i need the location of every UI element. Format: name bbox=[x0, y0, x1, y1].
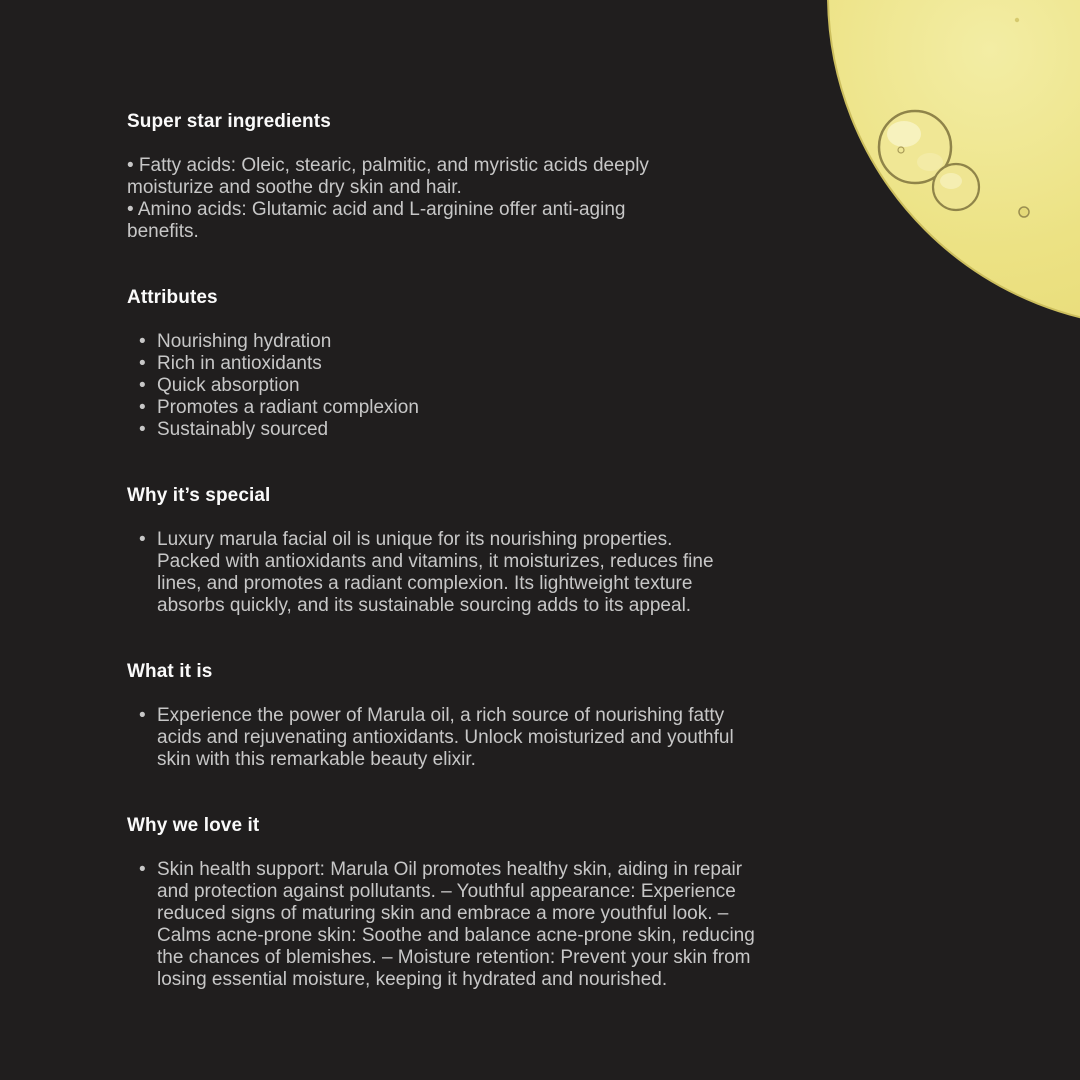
text-line: • Experience the power of Marula oil, a rich source of nourishing fatty bbox=[157, 705, 725, 726]
list-item bbox=[127, 353, 867, 375]
list-item bbox=[127, 419, 867, 441]
section-heading: What it is bbox=[127, 661, 213, 682]
text-line: reduced signs of maturing skin and embrace a more youthful look. – bbox=[157, 903, 729, 924]
attribute-text: Rich in antioxidants bbox=[157, 353, 322, 374]
attribute-text: Quick absorption bbox=[157, 375, 300, 396]
text-line: • Skin health support: Marula Oil promotes healthy skin, aiding in repair bbox=[157, 859, 743, 880]
section-why-we-love-it bbox=[127, 815, 867, 991]
text-line: lines, and promotes a radiant complexion. Its lightweight texture bbox=[157, 573, 693, 594]
text-line: losing essential moisture, keeping it hydrated and nourished. bbox=[157, 969, 668, 990]
section-heading: Why it’s special bbox=[127, 485, 271, 506]
text-line: acids and rejuvenating antioxidants. Unlock moisturized and youthful bbox=[157, 727, 734, 748]
list-item bbox=[127, 375, 867, 397]
why-we-love-it-list bbox=[127, 859, 867, 991]
text-line: • Amino acids: Glutamic acid and L-arginine offer anti-aging bbox=[127, 199, 626, 220]
text-line: absorbs quickly, and its sustainable sourcing adds to its appeal. bbox=[157, 595, 692, 616]
attribute-text: Promotes a radiant complexion bbox=[157, 397, 419, 418]
oil-bubble-small bbox=[933, 164, 979, 210]
attribute-text: Nourishing hydration bbox=[157, 331, 332, 352]
what-it-is-list bbox=[127, 705, 867, 771]
text-line: moisturize and soothe dry skin and hair. bbox=[127, 177, 462, 198]
text-line: • Fatty acids: Oleic, stearic, palmitic, and myristic acids deeply bbox=[127, 155, 649, 176]
text-line: benefits. bbox=[127, 221, 199, 242]
text-line: skin with this remarkable beauty elixir. bbox=[157, 749, 476, 770]
text-line: Calms acne-prone skin: Soothe and balance acne-prone skin, reducing bbox=[157, 925, 755, 946]
ingredients-list bbox=[127, 155, 867, 243]
list-item bbox=[127, 331, 867, 353]
list-item bbox=[127, 529, 867, 617]
ingredient-fatty-acids bbox=[127, 155, 867, 199]
text-line: the chances of blemishes. – Moisture retention: Prevent your skin from bbox=[157, 947, 751, 968]
section-heading: Attributes bbox=[127, 287, 218, 308]
list-item bbox=[127, 859, 867, 991]
text-line: Packed with antioxidants and vitamins, it moisturizes, reduces fine bbox=[157, 551, 714, 572]
oil-speck bbox=[1015, 18, 1019, 22]
why-special-list bbox=[127, 529, 867, 617]
list-item bbox=[127, 705, 867, 771]
section-heading: Why we love it bbox=[127, 815, 260, 836]
list-item bbox=[127, 397, 867, 419]
section-why-its-special bbox=[127, 485, 867, 617]
attribute-text: Sustainably sourced bbox=[157, 419, 329, 440]
section-super-star-ingredients bbox=[127, 111, 867, 243]
text-line: and protection against pollutants. – Youthful appearance: Experience bbox=[157, 881, 736, 902]
section-heading: Super star ingredients bbox=[127, 111, 331, 132]
attributes-list bbox=[127, 331, 867, 441]
oil-bubble-tiny bbox=[1019, 207, 1029, 217]
product-description-content bbox=[127, 111, 867, 1035]
section-attributes bbox=[127, 287, 867, 441]
section-what-it-is bbox=[127, 661, 867, 771]
ingredient-amino-acids bbox=[127, 199, 867, 243]
text-line: • Luxury marula facial oil is unique for its nourishing properties. bbox=[157, 529, 673, 550]
